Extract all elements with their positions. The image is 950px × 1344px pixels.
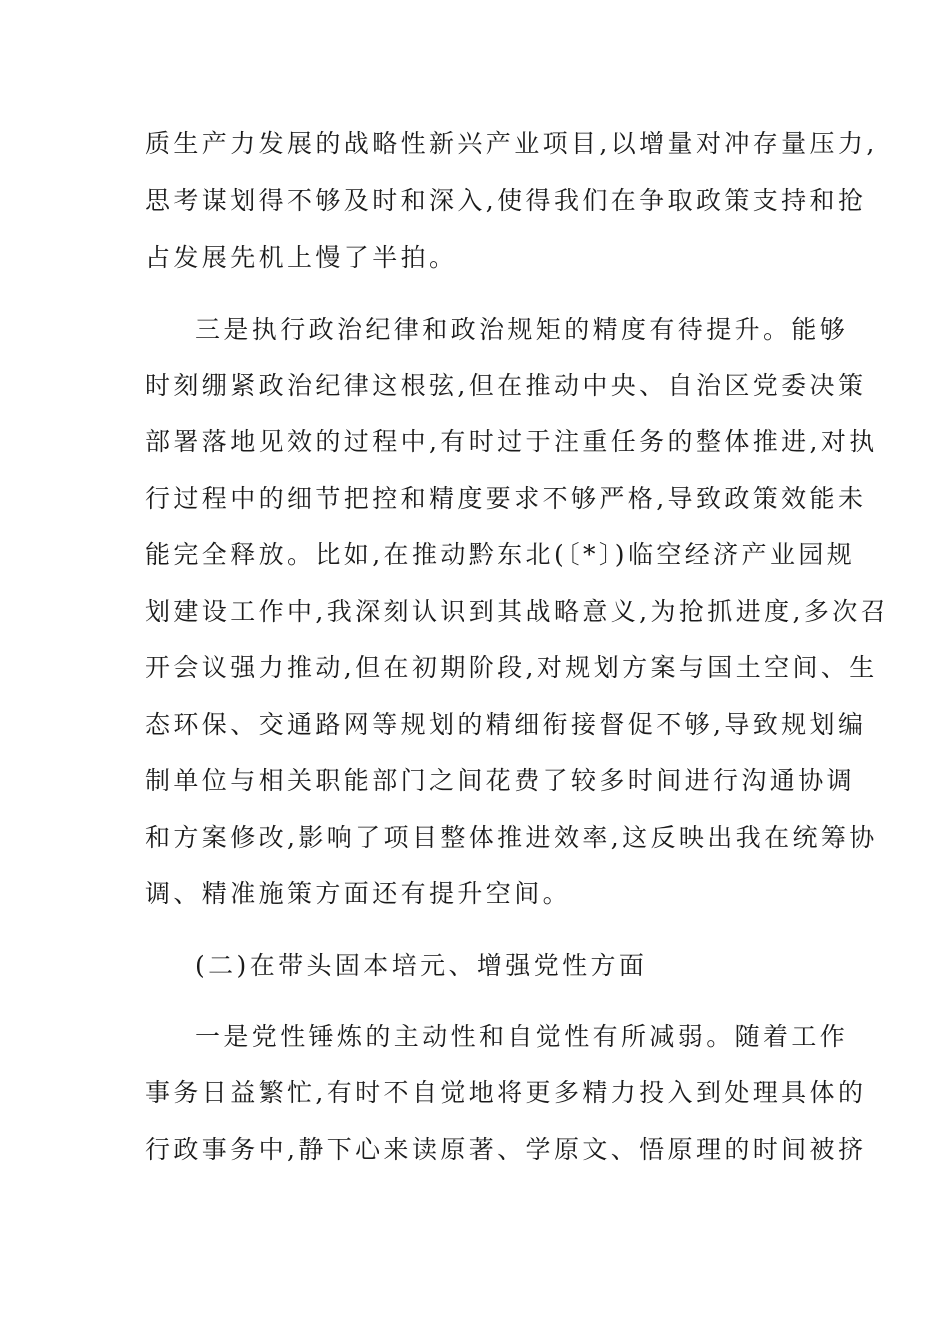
text-line: 质生产力发展的战略性新兴产业项目,以增量对冲存量压力,	[145, 129, 878, 158]
paragraph-start-line: 三是执行政治纪律和政治规矩的精度有待提升。能够	[195, 315, 849, 344]
text-line: 开会议强力推动,但在初期阶段,对规划方案与国土空间、生	[145, 653, 878, 682]
text-line: 行政事务中,静下心来读原著、学原文、悟原理的时间被挤	[145, 1135, 867, 1164]
text-line: 思考谋划得不够及时和深入,使得我们在争取政策支持和抢	[145, 186, 867, 215]
text-line: 态环保、交通路网等规划的精细衔接督促不够,导致规划编	[145, 710, 867, 739]
text-line: 时刻绷紧政治纪律这根弦,但在推动中央、自治区党委决策	[145, 371, 867, 400]
text-line: 部署落地见效的过程中,有时过于注重任务的整体推进,对执	[145, 427, 878, 456]
section-heading: (二)在带头固本培元、增强党性方面	[195, 951, 648, 980]
text-line: 事务日益繁忙,有时不自觉地将更多精力投入到处理具体的	[145, 1078, 867, 1107]
text-line: 占发展先机上慢了半拍。	[145, 243, 458, 272]
text-line: 调、精准施策方面还有提升空间。	[145, 879, 572, 908]
text-line: 制单位与相关职能部门之间花费了较多时间进行沟通协调	[145, 766, 856, 795]
text-line: 行过程中的细节把控和精度要求不够严格,导致政策效能未	[145, 484, 867, 513]
text-line: 和方案修改,影响了项目整体推进效率,这反映出我在统筹协	[145, 823, 878, 852]
text-line: 划建设工作中,我深刻认识到其战略意义,为抢抓进度,多次召	[145, 597, 890, 626]
text-line: 能完全释放。比如,在推动黔东北(〔*〕)临空经济产业园规	[145, 540, 856, 569]
paragraph-start-line: 一是党性锤炼的主动性和自觉性有所减弱。随着工作	[195, 1022, 849, 1051]
